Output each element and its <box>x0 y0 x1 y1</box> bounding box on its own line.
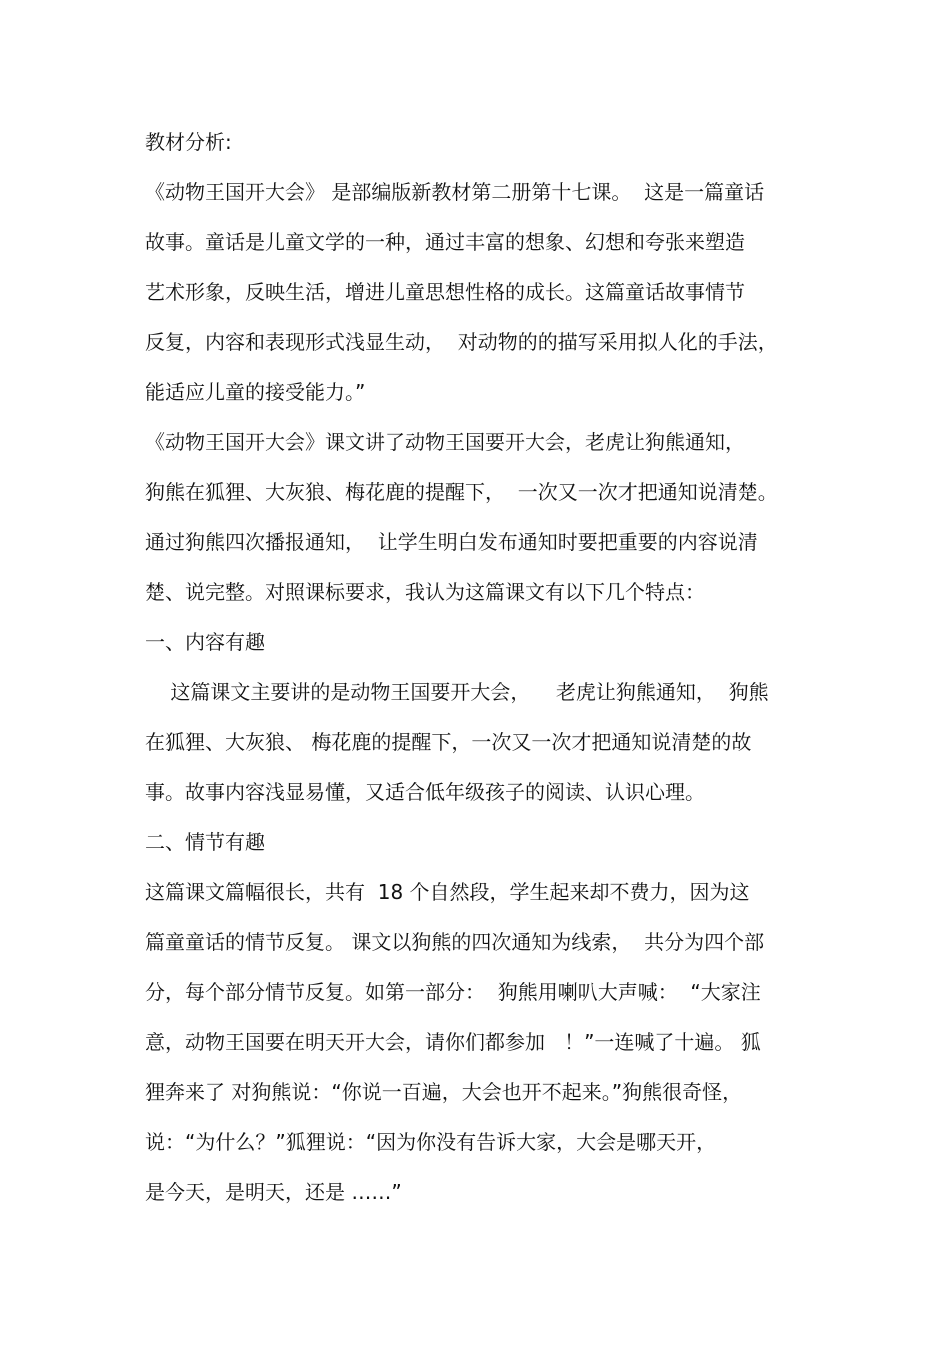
paragraph-line: 是今天，是明天，还是 ……” <box>145 1180 402 1204</box>
paragraph-line: 说：“为什么？”狐狸说：“因为你没有告诉大家，大会是哪天开， <box>145 1130 717 1154</box>
paragraph-line: 分，每个部分情节反复。如第一部分： 狗熊用喇叭大声喊： “大家注 <box>145 980 761 1004</box>
paragraph-line: 《动物王国开大会》课文讲了动物王国要开大会，老虎让狗熊通知， <box>145 430 745 454</box>
paragraph-line: 篇童童话的情节反复。 课文以狗熊的四次通知为线索， 共分为四个部 <box>145 930 765 954</box>
heading-textbook-analysis: 教材分析: <box>145 130 232 154</box>
section-heading-content: 一、内容有趣 <box>145 630 265 654</box>
paragraph-line: 狸奔来了 对狗熊说：“你说一百遍，大会也开不起来。”狗熊很奇怪， <box>145 1080 743 1104</box>
paragraph-line: 艺术形象，反映生活，增进儿童思想性格的成长。这篇童话故事情节 <box>145 280 745 304</box>
paragraph-line: 能适应儿童的接受能力。” <box>145 380 366 404</box>
paragraph-line: 事。故事内容浅显易懂，又适合低年级孩子的阅读、认识心理。 <box>145 780 705 804</box>
paragraph-line: 这篇课文主要讲的是动物王国要开大会， 老虎让狗熊通知， 狗熊 <box>145 680 769 704</box>
paragraph-line: 意，动物王国要在明天开大会，请你们都参加 ！”一连喊了十遍。 狐 <box>145 1030 761 1054</box>
paragraph-line: 故事。童话是儿童文学的一种，通过丰富的想象、幻想和夸张来塑造 <box>145 230 745 254</box>
paragraph-line: 在狐狸、大灰狼、 梅花鹿的提醒下，一次又一次才把通知说清楚的故 <box>145 730 752 754</box>
paragraph-line: 狗熊在狐狸、大灰狼、梅花鹿的提醒下， 一次又一次才把通知说清楚。 <box>145 480 778 504</box>
section-heading-plot: 二、情节有趣 <box>145 830 265 854</box>
paragraph-line: 反复，内容和表现形式浅显生动， 对动物的的描写采用拟人化的手法， <box>145 330 778 354</box>
paragraph-line: 通过狗熊四次播报通知， 让学生明白发布通知时要把重要的内容说清 <box>145 530 758 554</box>
paragraph-line: 《动物王国开大会》 是部编版新教材第二册第十七课。 这是一篇童话 <box>145 180 765 204</box>
paragraph-line: 楚、说完整。对照课标要求，我认为这篇课文有以下几个特点： <box>145 580 705 604</box>
paragraph-line: 这篇课文篇幅很长，共有 18 个自然段，学生起来却不费力，因为这 <box>145 880 750 904</box>
